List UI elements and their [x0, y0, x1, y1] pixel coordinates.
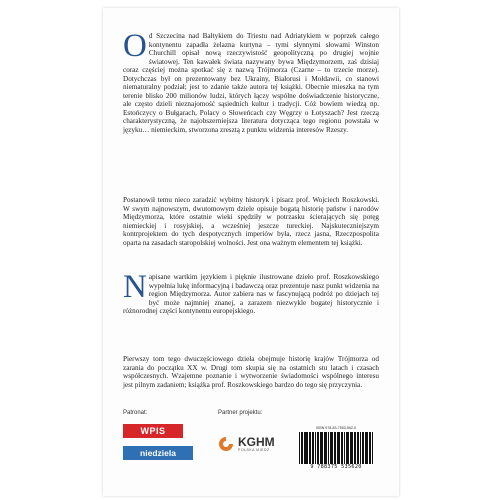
barcode-bar	[324, 432, 325, 464]
barcode-bar	[332, 432, 333, 464]
isbn-barcode	[299, 426, 373, 476]
paragraph-2: Postanowił temu nieco zaradzić wybitny historyk i pisarz prof. Wojciech Roszkowski. W swym najnowszym, dwutomowym dziele opisuje bogatą historię państw i narodów Międzymorza, które ostatnie wieki spędziły w potrzasku ścierających się potęg niemieckiej i rosyjskiej, a wcześniej jeszcze tureckiej. Najskuteczniejszym kontrprojektem do tych despotycznych imperiów była, rzecz jasna, Rzeczpospolita oparta na zasadach staropolskiej wolności. Jest ona ważnym elementem tej książki.	[123, 196, 379, 247]
barcode-bar	[304, 432, 305, 464]
kghm-mark-icon	[218, 436, 234, 452]
kghm-name: KGHM	[238, 435, 275, 449]
drop-cap-o: O	[123, 28, 147, 64]
barcode-digits: 9 788375 535620	[310, 464, 362, 470]
barcode-bar	[318, 432, 319, 464]
barcode-bars	[299, 432, 373, 464]
barcode-bar	[357, 432, 358, 464]
drop-cap-n: N	[123, 269, 147, 305]
barcode-bar	[342, 432, 343, 464]
wpis-logo: WPIS	[123, 424, 183, 438]
patron-label: Patronat:	[123, 410, 148, 416]
barcode-bar	[309, 432, 310, 464]
barcode-bar	[362, 432, 363, 464]
kghm-logo	[218, 436, 275, 452]
paragraph-3-text: apisane wartkim językiem i pięknie ilustrowane dzieło prof. Roszkowskiego wypełnia lukę informacyjną i badawczą oraz prezentuje nasz punkt widzenia na region Międzymorza. Autor zabiera nas w fascynującą podróż po dziejach tej być może najmniej znanej, a zarazem niezwykle bogatej historycznie i różnorodnej części kontynentu europejskiego.	[123, 273, 379, 315]
barcode-bar	[372, 432, 373, 464]
paragraph-1	[123, 28, 379, 134]
barcode-bar	[313, 432, 314, 464]
paragraph-1-text: d Szczecina nad Bałtykiem do Triestu nad Adriatykiem w poprzek całego kontynentu zapadła żelazna kurtyna – tymi słynnymi słowami Winston Churchill opisał nową rzeczywistość geopolityczną po drugiej wojnie światowej. Ten kawałek świata nazywany bywa Międzymorzem, zaś dzisiaj coraz częściej można spotkać się z nazwą Trójmorza (Czarne – to trzecie morze). Dotychczas był on prezentowany bez Ukrainy, Białorusi i Mołdawii, co stanowi niematuralny podział; jest to zdanie także autora tej książki. Obecnie mieszka na tym terenie blisko 200 milionów ludzi, których łączy wspólne doświadczenie historyczne, ale często dzieli nieznajomość sąsiednich kultur i tradycji. Cóż bowiem wiedzą np. Estończycy o Bułgarach, Polacy o Słoweńcach czy Węgrzy o Łotyszach? Jest rzeczą charakterystyczną, że najobszerniejsza literatura dotycząca tego regionu powstała w języku… niemieckim, stworzona zresztą z punktu widzenia interesów Rzeszy.	[123, 32, 379, 134]
isbn-number: ISBN 978-83-7553-562-0	[315, 426, 357, 430]
niedziela-logo: niedziela	[123, 446, 193, 460]
barcode-bar	[347, 432, 349, 464]
paragraph-4: Pierwszy tom tego dwuczęściowego dzieła obejmuje historię krajów Trójmorza od zarania do początku XX w. Drugi tom skupia się na ostatnich stu latach i czasach współczesnych. Wzajemne poznanie i wytworzenie świadomości wspólnego interesu jest pilnym zadaniem; książka prof. Roszkowskiego bardzo do tego się przyczynia.	[123, 355, 379, 389]
barcode-bar	[352, 432, 353, 464]
kghm-subtitle: POLSKA MIEDŹ	[238, 448, 270, 452]
barcode-bar	[338, 432, 339, 464]
barcode-bar	[299, 432, 300, 464]
barcode-bar	[328, 432, 329, 464]
book-back-cover	[103, 8, 399, 496]
paragraph-3	[123, 269, 379, 316]
barcode-bar	[366, 432, 368, 464]
partner-label: Partner projektu:	[218, 410, 263, 416]
